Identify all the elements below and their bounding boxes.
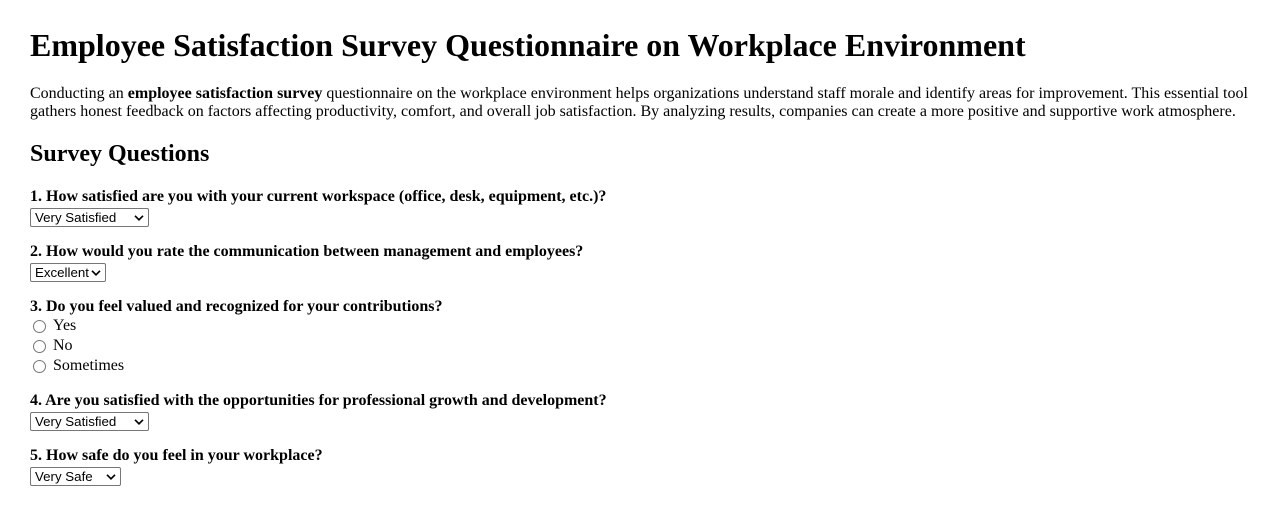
intro-paragraph [30, 85, 1248, 121]
radio-option-yes[interactable] [30, 316, 1248, 336]
question-2-label: 2. How would you rate the communication between management and employees? [30, 243, 584, 260]
question-5-select-wrap [30, 467, 121, 486]
question-1 [30, 188, 1248, 227]
radio-option-no[interactable] [30, 336, 1248, 356]
question-2-select-wrap [30, 263, 106, 282]
section-heading: Survey Questions [30, 141, 210, 167]
intro-text-end: questionnaire on the workplace environment helps organizations understand staff morale and identify areas for improvement. This essential tool gathers honest feedback on factors affecting productivity, comfort, and overall job satisfaction. By analyzing results, companies can create a more positive and supportive work atmosphere. [30, 85, 1248, 120]
radio-input-no[interactable] [33, 340, 46, 353]
radio-label-yes: Yes [53, 317, 77, 334]
question-3-label: 3. Do you feel valued and recognized for your contributions? [30, 298, 443, 315]
question-2 [30, 243, 1248, 282]
question-2-dropdown[interactable] [30, 263, 106, 282]
question-4-dropdown[interactable] [30, 412, 149, 431]
question-4 [30, 392, 1248, 431]
radio-input-sometimes[interactable] [33, 360, 46, 373]
question-1-dropdown[interactable] [30, 208, 149, 227]
question-3 [30, 298, 1248, 376]
question-5-dropdown[interactable] [30, 467, 121, 486]
question-4-select-wrap [30, 412, 149, 431]
question-4-label: 4. Are you satisfied with the opportunities for professional growth and development? [30, 392, 607, 409]
question-5-label: 5. How safe do you feel in your workplace? [30, 447, 323, 464]
question-1-select-wrap [30, 208, 149, 227]
radio-input-yes[interactable] [33, 320, 46, 333]
question-5 [30, 447, 1248, 486]
intro-bold-text: employee satisfaction survey [127, 85, 323, 102]
intro-text-start: Conducting an [30, 85, 128, 102]
radio-label-sometimes: Sometimes [53, 357, 125, 374]
radio-option-sometimes[interactable] [30, 356, 1248, 376]
question-1-label: 1. How satisfied are you with your current workspace (office, desk, equipment, etc.)? [30, 188, 607, 205]
radio-label-no: No [53, 337, 73, 354]
page-title: Employee Satisfaction Survey Questionnaire on Workplace Environment [30, 27, 1026, 63]
